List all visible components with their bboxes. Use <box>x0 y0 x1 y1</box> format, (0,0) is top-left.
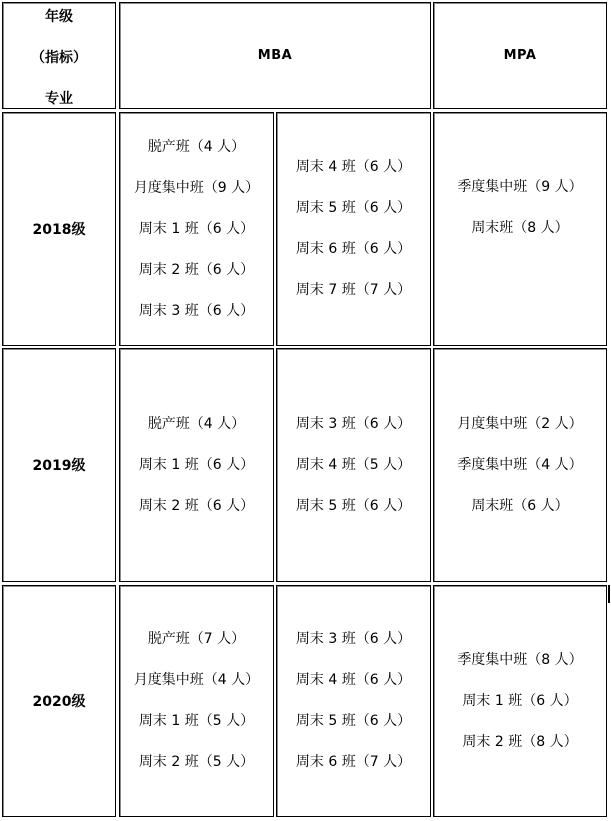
class-entry: 周末 1 班（5 人） <box>138 713 255 729</box>
class-entry: 周末 4 班（6 人） <box>295 672 412 688</box>
class-entry: 周末 2 班（6 人） <box>138 261 255 278</box>
class-entry: 周末 3 班（6 人） <box>295 631 412 647</box>
header-grade-label: 年级 <box>45 9 73 25</box>
header-mba-label: MBA <box>257 48 293 63</box>
mba-left-cell-2018 <box>119 112 274 346</box>
mba-left-cell-2019 <box>119 348 274 582</box>
year-label: 2019级 <box>32 458 86 474</box>
year-cell-2018 <box>2 112 116 346</box>
header-corner-cell <box>2 2 116 109</box>
header-mba-cell <box>119 2 431 109</box>
class-entry: 周末 2 班（6 人） <box>138 497 255 514</box>
class-entry: 周末 6 班（7 人） <box>295 754 412 770</box>
class-entry: 周末 2 班（5 人） <box>138 754 255 770</box>
class-entry: 季度集中班（9 人） <box>457 179 583 195</box>
table-edge-mark <box>608 585 610 603</box>
class-entry: 周末 1 班（6 人） <box>138 456 255 473</box>
class-entry: 月度集中班（4 人） <box>133 672 260 688</box>
class-entry: 月度集中班（2 人） <box>457 415 583 432</box>
class-entry: 脱产班（4 人） <box>147 415 246 432</box>
class-entry: 周末 2 班（8 人） <box>462 733 578 750</box>
header-mpa-label: MPA <box>503 48 537 63</box>
mba-right-cell-2020 <box>276 585 431 817</box>
class-entry: 周末 5 班（6 人） <box>295 200 412 216</box>
mpa-cell-2018 <box>433 112 607 346</box>
class-entry: 周末 1 班（6 人） <box>462 692 578 709</box>
class-entry: 周末 1 班（6 人） <box>138 220 255 237</box>
year-label: 2020级 <box>32 694 86 710</box>
class-entry: 周末班（8 人） <box>471 220 569 236</box>
class-entry: 周末 5 班（6 人） <box>295 497 412 514</box>
class-entry: 周末 7 班（7 人） <box>295 282 412 298</box>
class-entry: 周末 5 班（6 人） <box>295 713 412 729</box>
mba-left-cell-2020 <box>119 585 274 817</box>
class-entry: 周末 6 班（6 人） <box>295 241 412 257</box>
mpa-cell-2019 <box>433 348 607 582</box>
class-entry: 周末 3 班（6 人） <box>138 302 255 319</box>
year-cell-2020 <box>2 585 116 817</box>
year-cell-2019 <box>2 348 116 582</box>
header-major-label: 专业 <box>45 91 73 107</box>
class-entry: 脱产班（4 人） <box>147 138 246 155</box>
header-mpa-cell <box>433 2 607 109</box>
year-label: 2018级 <box>32 222 86 238</box>
header-quota-label: （指标） <box>31 50 87 66</box>
class-entry: 周末班（6 人） <box>471 497 569 514</box>
class-entry: 月度集中班（9 人） <box>133 179 260 196</box>
class-entry: 周末 3 班（6 人） <box>295 415 412 432</box>
mba-right-cell-2018 <box>276 112 431 346</box>
class-entry: 季度集中班（4 人） <box>457 456 583 473</box>
class-entry: 脱产班（7 人） <box>147 631 246 647</box>
class-entry: 周末 4 班（6 人） <box>295 159 412 175</box>
mba-right-cell-2019 <box>276 348 431 582</box>
mpa-cell-2020 <box>433 585 607 817</box>
class-entry: 季度集中班（8 人） <box>457 651 583 668</box>
class-entry: 周末 4 班（5 人） <box>295 456 412 473</box>
